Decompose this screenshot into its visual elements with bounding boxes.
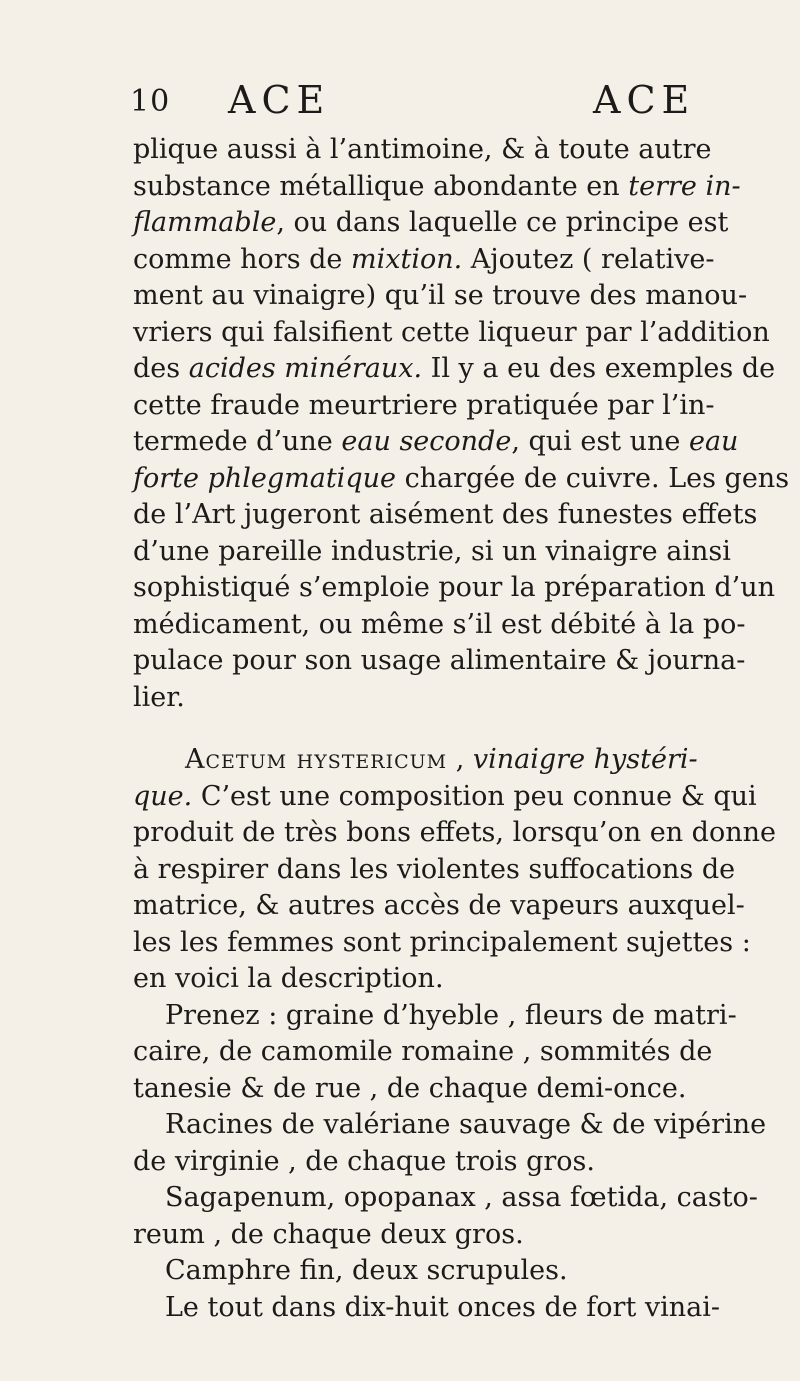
recipe-line: Racines de valériane sauvage & de vipérine — [165, 1109, 767, 1140]
text-line: comme hors de mixtion. Ajoutez ( relative- — [133, 243, 715, 275]
recipe-line: tanesie & de rue , de chaque demi-once. — [133, 1072, 687, 1104]
text-line: vriers qui falsifient cette liqueur par l’addition — [133, 316, 770, 348]
running-head-left: ACE — [228, 78, 331, 122]
text-line: des acides minéraux. Il y a eu des exemples de — [133, 353, 776, 384]
paragraph-gap — [133, 716, 693, 742]
running-head-right: ACE — [593, 78, 696, 122]
text-line: ment au vinaigre) qu’il se trouve des manou- — [133, 280, 748, 311]
text-line: flammable, ou dans laquelle ce principe est — [133, 207, 729, 238]
text-line: que. C’est une composition peu connue & qui — [133, 780, 757, 812]
text-line: de l’Art jugeront aisément des funestes effets — [133, 499, 758, 530]
text-line: pulace pour son usage alimentaire & journa- — [133, 645, 746, 676]
text-line: sophistiqué s’emploie pour la préparation d’un — [133, 572, 776, 603]
entry-heading: Acetum hystericum , vinaigre hystéri- — [185, 744, 698, 775]
text-line: matrice, & autres accès de vapeurs auxquel- — [133, 890, 745, 921]
text-line: les les femmes sont principalement sujettes : — [133, 926, 751, 958]
text-line: cette fraude meurtriere pratiquée par l’in- — [133, 389, 715, 421]
text-line: termede d’une eau seconde, qui est une eau — [133, 426, 739, 457]
text-line: en voici la description. — [133, 963, 444, 994]
recipe-line: caire, de camomile romaine , sommités de — [133, 1036, 713, 1067]
text-line: forte phlegmatique chargée de cuivre. Les gens — [133, 462, 790, 494]
text-line: lier. — [133, 681, 185, 713]
recipe-line: reum , de chaque deux gros. — [133, 1218, 524, 1250]
recipe-line: Le tout dans dix-huit onces de fort vinai- — [165, 1291, 721, 1323]
text-line: à respirer dans les violentes suffocations de — [133, 853, 736, 885]
recipe-line: Sagapenum, opopanax , assa fœtida, casto- — [165, 1182, 758, 1213]
page-number: 10 — [130, 84, 171, 119]
page-header — [130, 78, 696, 126]
body-text — [133, 132, 790, 1326]
recipe-line: Prenez : graine d’hyeble , fleurs de matri- — [165, 999, 737, 1031]
text-line: médicament, ou même s’il est débité à la po- — [133, 608, 746, 640]
recipe-line: Camphre fin, deux scrupules. — [165, 1255, 568, 1286]
text-line: produit de très bons effets, lorsqu’on en donne — [133, 817, 776, 848]
recipe-line: de virginie , de chaque trois gros. — [133, 1145, 595, 1177]
text-line: substance métallique abondante en terre in- — [133, 170, 741, 202]
text-line: plique aussi à l’antimoine, & à toute autre — [133, 134, 712, 165]
text-line: d’une pareille industrie, si un vinaigre ainsi — [133, 535, 731, 567]
